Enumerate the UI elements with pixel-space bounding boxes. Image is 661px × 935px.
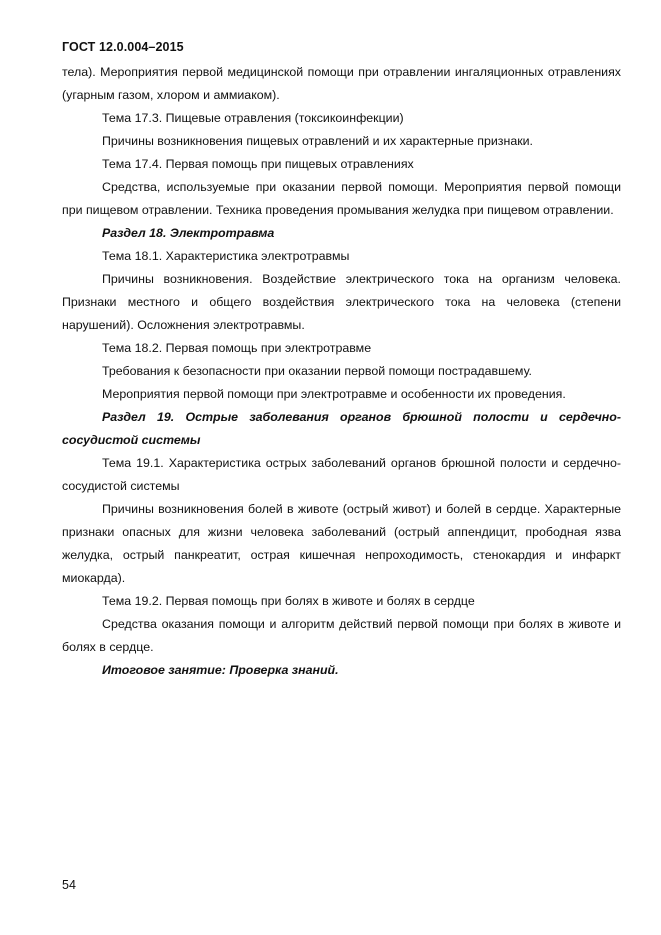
paragraph: Причины возникновения пищевых отравлений и их характерные признаки. bbox=[102, 134, 533, 148]
paragraph: Требования к безопасности при оказании первой помощи пострадавшему. bbox=[102, 364, 532, 378]
topic-heading-17-4: Тема 17.4. Первая помощь при пищевых отравлениях bbox=[102, 157, 414, 171]
topic-heading-18-2: Тема 18.2. Первая помощь при электротравме bbox=[102, 341, 372, 355]
paragraph: Мероприятия первой помощи при электротравме и особенности их проведения. bbox=[102, 387, 566, 401]
paragraph: Причины возникновения. Воздействие электрического тока на организм человека. Признаки местного и общего воздействия электрического тока на человека (степени нарушений). Осложнения электротравмы. bbox=[62, 272, 621, 332]
paragraph: Причины возникновения болей в животе (острый живот) и болей в сердце. Характерные признаки опасных для жизни человека заболеваний (острый аппендицит, прободная язва желудка, острый панкреатит, острая кишечная непроходимость, стенокардия и инфаркт миокарда). bbox=[62, 502, 621, 585]
final-lesson-heading: Итоговое занятие: Проверка знаний. bbox=[102, 663, 339, 677]
document-header: ГОСТ 12.0.004–2015 bbox=[62, 40, 184, 54]
section-heading-19: Раздел 19. Острые заболевания органов брюшной полости и сердечно-сосудистой системы bbox=[62, 410, 621, 447]
paragraph: Средства, используемые при оказании первой помощи. Мероприятия первой помощи при пищевом отравлении. Техника проведения промывания желудка при пищевом отравлении. bbox=[62, 180, 621, 217]
topic-heading-19-2: Тема 19.2. Первая помощь при болях в животе и болях в сердце bbox=[102, 594, 475, 608]
paragraph: Средства оказания помощи и алгоритм действий первой помощи при болях в животе и болях в сердце. bbox=[62, 617, 621, 654]
section-heading-18: Раздел 18. Электротравма bbox=[102, 226, 275, 240]
topic-heading-19-1: Тема 19.1. Характеристика острых заболеваний органов брюшной полости и сердечно-сосудистой системы bbox=[62, 456, 621, 493]
document-body bbox=[62, 61, 621, 682]
topic-heading-18-1: Тема 18.1. Характеристика электротравмы bbox=[102, 249, 350, 263]
paragraph-continuation: тела). Мероприятия первой медицинской помощи при отравлении ингаляционных отравлениях (угарным газом, хлором и аммиаком). bbox=[62, 65, 621, 102]
topic-heading-17-3: Тема 17.3. Пищевые отравления (токсикоинфекции) bbox=[102, 111, 404, 125]
page-number: 54 bbox=[62, 878, 76, 892]
